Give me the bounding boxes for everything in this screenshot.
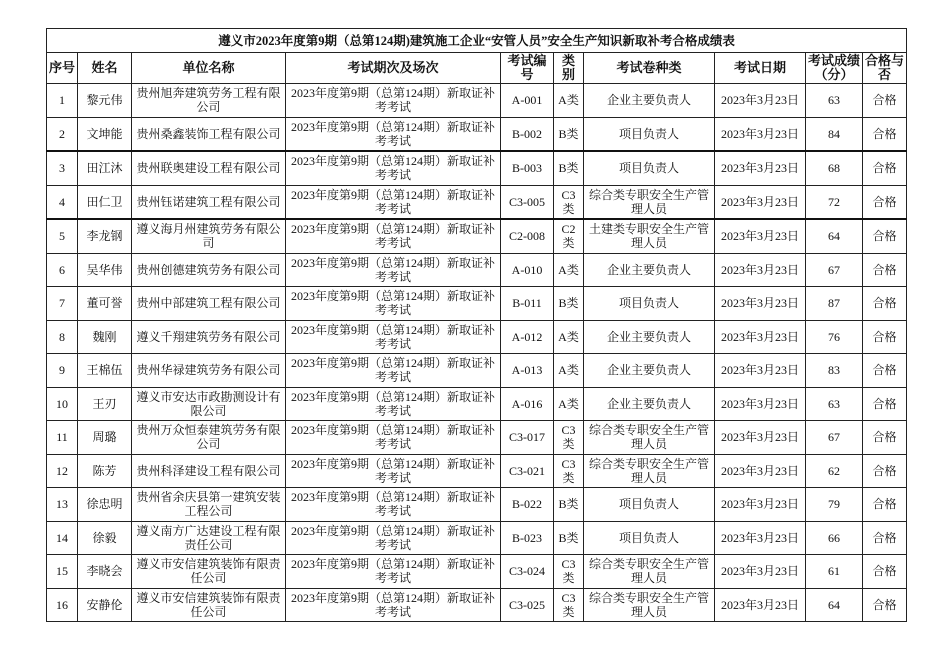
header-col-index: 序号 (47, 53, 78, 84)
header-col-exam-date: 考试日期 (715, 53, 806, 84)
cell-pass: 合格 (863, 287, 907, 321)
header-col-category: 类别 (554, 53, 584, 84)
cell-session: 2023年度第9期（总第124期）新取证补考考试 (286, 185, 501, 219)
cell-score: 66 (806, 521, 863, 555)
cell-company: 贵州万众恒泰建筑劳务有限公司 (132, 421, 286, 455)
cell-category: B类 (554, 287, 584, 321)
table-row (47, 151, 907, 185)
cell-index: 6 (47, 253, 78, 287)
cell-company: 贵州钰诺建筑工程有限公司 (132, 185, 286, 219)
cell-category: C2类 (554, 219, 584, 253)
cell-category: A类 (554, 320, 584, 354)
cell-exam-date: 2023年3月23日 (715, 421, 806, 455)
table-row (47, 387, 907, 421)
cell-session: 2023年度第9期（总第124期）新取证补考考试 (286, 488, 501, 522)
cell-exam-date: 2023年3月23日 (715, 454, 806, 488)
cell-exam-date: 2023年3月23日 (715, 117, 806, 151)
cell-pass: 合格 (863, 555, 907, 589)
cell-paper-type: 项目负责人 (584, 521, 715, 555)
cell-score: 87 (806, 287, 863, 321)
cell-exam-date: 2023年3月23日 (715, 521, 806, 555)
cell-session: 2023年度第9期（总第124期）新取证补考考试 (286, 521, 501, 555)
cell-pass: 合格 (863, 151, 907, 185)
cell-exam-no: A-010 (501, 253, 554, 287)
table-row (47, 84, 907, 118)
cell-exam-date: 2023年3月23日 (715, 185, 806, 219)
header-col-paper-type: 考试卷种类 (584, 53, 715, 84)
cell-name: 文坤能 (78, 117, 132, 151)
cell-exam-no: B-002 (501, 117, 554, 151)
cell-exam-date: 2023年3月23日 (715, 488, 806, 522)
cell-name: 田江沐 (78, 151, 132, 185)
cell-paper-type: 综合类专职安全生产管理人员 (584, 588, 715, 622)
header-col-session: 考试期次及场次 (286, 53, 501, 84)
cell-exam-date: 2023年3月23日 (715, 253, 806, 287)
cell-score: 68 (806, 151, 863, 185)
cell-index: 8 (47, 320, 78, 354)
cell-exam-no: A-016 (501, 387, 554, 421)
table-row (47, 555, 907, 589)
cell-index: 14 (47, 521, 78, 555)
cell-session: 2023年度第9期（总第124期）新取证补考考试 (286, 454, 501, 488)
cell-name: 魏刚 (78, 320, 132, 354)
cell-category: A类 (554, 387, 584, 421)
cell-name: 田仁卫 (78, 185, 132, 219)
table-title: 遵义市2023年度第9期（总第124期)建筑施工企业“安管人员”安全生产知识新取补考合格成绩表 (47, 29, 907, 53)
cell-score: 76 (806, 320, 863, 354)
cell-paper-type: 综合类专职安全生产管理人员 (584, 421, 715, 455)
cell-pass: 合格 (863, 454, 907, 488)
cell-pass: 合格 (863, 320, 907, 354)
cell-score: 64 (806, 219, 863, 253)
cell-company: 遵义千翔建筑劳务有限公司 (132, 320, 286, 354)
cell-name: 王刃 (78, 387, 132, 421)
cell-score: 61 (806, 555, 863, 589)
cell-company: 贵州联奥建设工程有限公司 (132, 151, 286, 185)
cell-pass: 合格 (863, 185, 907, 219)
cell-session: 2023年度第9期（总第124期）新取证补考考试 (286, 151, 501, 185)
cell-name: 徐毅 (78, 521, 132, 555)
cell-exam-date: 2023年3月23日 (715, 219, 806, 253)
cell-index: 10 (47, 387, 78, 421)
cell-paper-type: 企业主要负责人 (584, 320, 715, 354)
cell-exam-no: C3-017 (501, 421, 554, 455)
header-col-company: 单位名称 (132, 53, 286, 84)
cell-session: 2023年度第9期（总第124期）新取证补考考试 (286, 387, 501, 421)
cell-pass: 合格 (863, 219, 907, 253)
cell-session: 2023年度第9期（总第124期）新取证补考考试 (286, 354, 501, 388)
cell-name: 陈芳 (78, 454, 132, 488)
cell-paper-type: 企业主要负责人 (584, 354, 715, 388)
cell-exam-date: 2023年3月23日 (715, 354, 806, 388)
cell-name: 吴华伟 (78, 253, 132, 287)
cell-exam-date: 2023年3月23日 (715, 84, 806, 118)
cell-name: 黎元伟 (78, 84, 132, 118)
table-row (47, 219, 907, 253)
cell-index: 12 (47, 454, 78, 488)
table-row (47, 521, 907, 555)
cell-paper-type: 企业主要负责人 (584, 387, 715, 421)
cell-category: A类 (554, 84, 584, 118)
cell-index: 9 (47, 354, 78, 388)
cell-exam-no: A-001 (501, 84, 554, 118)
cell-session: 2023年度第9期（总第124期）新取证补考考试 (286, 555, 501, 589)
table-body (47, 84, 907, 622)
cell-exam-no: A-012 (501, 320, 554, 354)
cell-index: 3 (47, 151, 78, 185)
cell-score: 63 (806, 387, 863, 421)
cell-name: 董可誉 (78, 287, 132, 321)
header-col-pass: 合格与否 (863, 53, 907, 84)
cell-company: 贵州科泽建设工程有限公司 (132, 454, 286, 488)
cell-name: 李晓会 (78, 555, 132, 589)
cell-paper-type: 综合类专职安全生产管理人员 (584, 555, 715, 589)
cell-exam-date: 2023年3月23日 (715, 588, 806, 622)
cell-session: 2023年度第9期（总第124期）新取证补考考试 (286, 253, 501, 287)
cell-pass: 合格 (863, 354, 907, 388)
table-row (47, 287, 907, 321)
cell-name: 周璐 (78, 421, 132, 455)
table-row (47, 454, 907, 488)
cell-paper-type: 项目负责人 (584, 117, 715, 151)
cell-company: 贵州旭奔建筑劳务工程有限公司 (132, 84, 286, 118)
cell-pass: 合格 (863, 117, 907, 151)
cell-exam-date: 2023年3月23日 (715, 387, 806, 421)
cell-exam-no: C2-008 (501, 219, 554, 253)
cell-paper-type: 土建类专职安全生产管理人员 (584, 219, 715, 253)
cell-paper-type: 项目负责人 (584, 488, 715, 522)
cell-exam-no: B-003 (501, 151, 554, 185)
cell-score: 64 (806, 588, 863, 622)
results-table (46, 28, 907, 622)
table-row (47, 421, 907, 455)
cell-exam-no: A-013 (501, 354, 554, 388)
cell-score: 63 (806, 84, 863, 118)
cell-exam-no: C3-025 (501, 588, 554, 622)
header-row (47, 53, 907, 84)
cell-index: 7 (47, 287, 78, 321)
cell-session: 2023年度第9期（总第124期）新取证补考考试 (286, 117, 501, 151)
cell-score: 67 (806, 421, 863, 455)
cell-session: 2023年度第9期（总第124期）新取证补考考试 (286, 84, 501, 118)
cell-company: 遵义市安达市政勘测设计有限公司 (132, 387, 286, 421)
cell-session: 2023年度第9期（总第124期）新取证补考考试 (286, 421, 501, 455)
header-col-name: 姓名 (78, 53, 132, 84)
cell-pass: 合格 (863, 521, 907, 555)
cell-category: A类 (554, 354, 584, 388)
cell-exam-date: 2023年3月23日 (715, 555, 806, 589)
cell-index: 13 (47, 488, 78, 522)
cell-score: 84 (806, 117, 863, 151)
cell-name: 安静伦 (78, 588, 132, 622)
cell-pass: 合格 (863, 488, 907, 522)
cell-paper-type: 项目负责人 (584, 287, 715, 321)
cell-index: 11 (47, 421, 78, 455)
cell-category: A类 (554, 253, 584, 287)
cell-paper-type: 企业主要负责人 (584, 253, 715, 287)
cell-index: 15 (47, 555, 78, 589)
cell-paper-type: 综合类专职安全生产管理人员 (584, 185, 715, 219)
cell-pass: 合格 (863, 588, 907, 622)
cell-name: 徐忠明 (78, 488, 132, 522)
cell-company: 贵州省余庆县第一建筑安装工程公司 (132, 488, 286, 522)
cell-company: 遵义市安信建筑装饰有限责任公司 (132, 588, 286, 622)
cell-session: 2023年度第9期（总第124期）新取证补考考试 (286, 588, 501, 622)
cell-pass: 合格 (863, 253, 907, 287)
table-row (47, 588, 907, 622)
cell-category: C3类 (554, 555, 584, 589)
cell-pass: 合格 (863, 387, 907, 421)
header-col-score: 考试成绩（分） (806, 53, 863, 84)
table-row (47, 354, 907, 388)
cell-category: B类 (554, 117, 584, 151)
cell-paper-type: 项目负责人 (584, 151, 715, 185)
cell-category: B类 (554, 151, 584, 185)
cell-index: 1 (47, 84, 78, 118)
table-row (47, 320, 907, 354)
cell-session: 2023年度第9期（总第124期）新取证补考考试 (286, 219, 501, 253)
cell-pass: 合格 (863, 421, 907, 455)
cell-index: 2 (47, 117, 78, 151)
cell-score: 72 (806, 185, 863, 219)
cell-exam-no: C3-021 (501, 454, 554, 488)
cell-exam-no: C3-024 (501, 555, 554, 589)
cell-category: C3类 (554, 588, 584, 622)
cell-category: C3类 (554, 421, 584, 455)
cell-pass: 合格 (863, 84, 907, 118)
cell-company: 遵义市安信建筑装饰有限责任公司 (132, 555, 286, 589)
cell-session: 2023年度第9期（总第124期）新取证补考考试 (286, 287, 501, 321)
cell-company: 贵州中部建筑工程有限公司 (132, 287, 286, 321)
cell-exam-no: B-023 (501, 521, 554, 555)
cell-index: 4 (47, 185, 78, 219)
table-row (47, 253, 907, 287)
cell-score: 62 (806, 454, 863, 488)
cell-company: 贵州桑鑫装饰工程有限公司 (132, 117, 286, 151)
cell-paper-type: 企业主要负责人 (584, 84, 715, 118)
cell-category: C3类 (554, 454, 584, 488)
cell-company: 贵州华禄建筑劳务有限公司 (132, 354, 286, 388)
cell-company: 遵义海月州建筑劳务有限公司 (132, 219, 286, 253)
table-row (47, 117, 907, 151)
cell-name: 王棉伍 (78, 354, 132, 388)
cell-paper-type: 综合类专职安全生产管理人员 (584, 454, 715, 488)
table-row (47, 488, 907, 522)
cell-category: B类 (554, 488, 584, 522)
cell-exam-date: 2023年3月23日 (715, 287, 806, 321)
cell-name: 李龙钢 (78, 219, 132, 253)
cell-exam-no: B-022 (501, 488, 554, 522)
cell-score: 79 (806, 488, 863, 522)
cell-exam-no: B-011 (501, 287, 554, 321)
cell-score: 67 (806, 253, 863, 287)
header-col-exam-no: 考试编号 (501, 53, 554, 84)
cell-exam-no: C3-005 (501, 185, 554, 219)
cell-category: C3类 (554, 185, 584, 219)
cell-company: 贵州创德建筑劳务有限公司 (132, 253, 286, 287)
cell-category: B类 (554, 521, 584, 555)
cell-exam-date: 2023年3月23日 (715, 320, 806, 354)
cell-company: 遵义南方广达建设工程有限责任公司 (132, 521, 286, 555)
cell-session: 2023年度第9期（总第124期）新取证补考考试 (286, 320, 501, 354)
cell-index: 5 (47, 219, 78, 253)
cell-index: 16 (47, 588, 78, 622)
cell-score: 83 (806, 354, 863, 388)
table-row (47, 185, 907, 219)
cell-exam-date: 2023年3月23日 (715, 151, 806, 185)
